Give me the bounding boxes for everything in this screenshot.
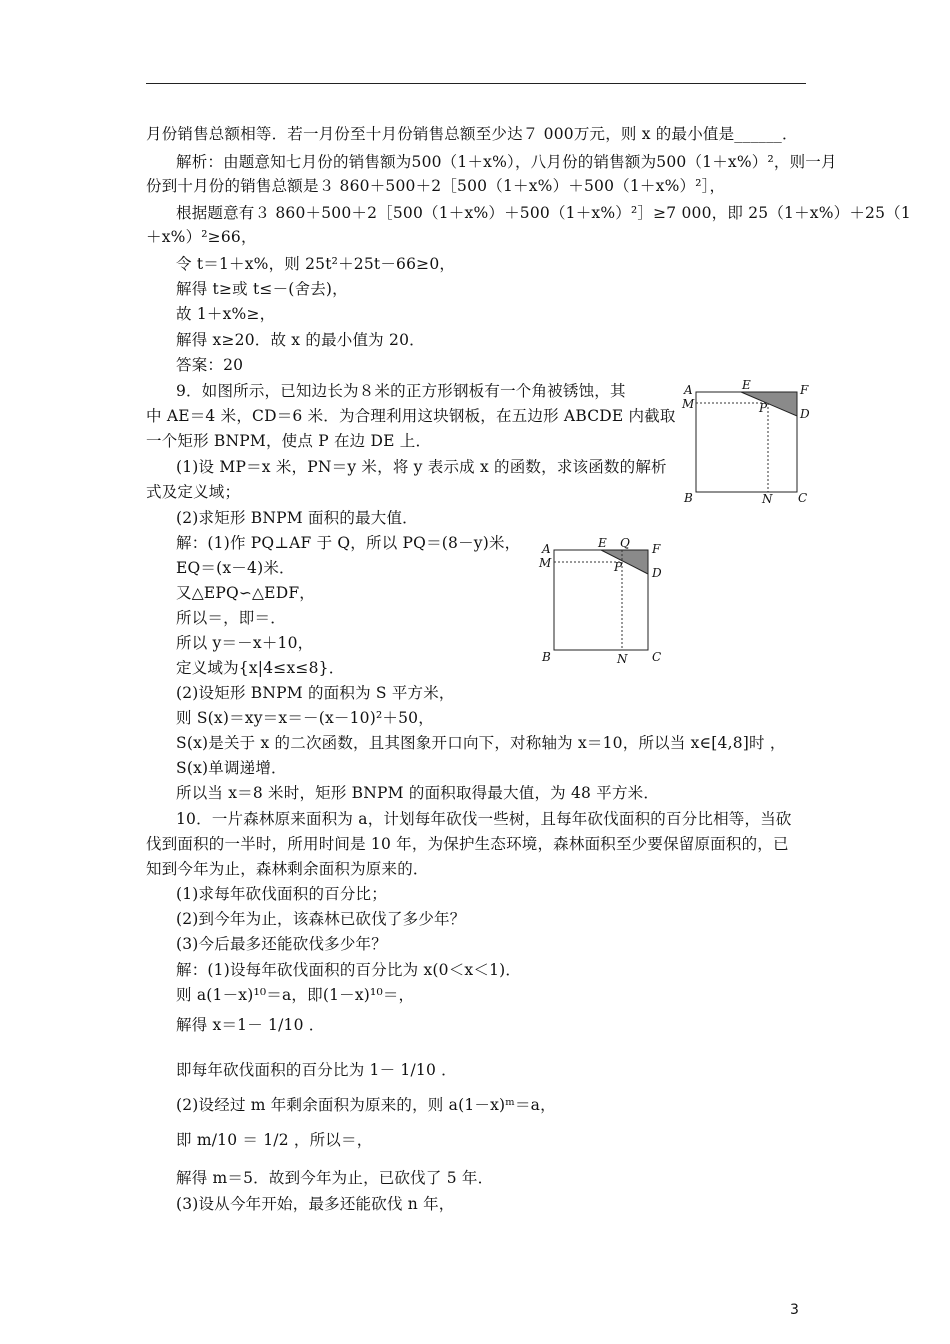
label-q: Q	[620, 537, 630, 550]
text-line: (2)求矩形 BNPM 面积的最大值．	[176, 509, 418, 527]
text-line: (3)设从今年开始，最多还能砍伐 n 年，	[176, 1195, 455, 1213]
label-b: B	[542, 650, 551, 664]
label-d: D	[652, 566, 662, 580]
text-line: 解得 t≥或 t≤－(舍去)，	[176, 280, 348, 298]
text-line: 又△EPQ∽△EDF，	[176, 584, 315, 602]
text-line: 伐到面积的一半时，所用时间是 10 年，为保护生态环境，森林面积至少要保留原面积的，已	[146, 835, 789, 853]
label-d: D	[800, 407, 810, 421]
figure-square-plate-q	[536, 537, 676, 669]
text-line: (1)求每年砍伐面积的百分比；	[176, 885, 387, 903]
label-n: N	[617, 652, 628, 666]
text-line: 根据题意有３ 860＋500＋2［500（1＋x%）＋500（1＋x%）²］≥7 000，即 25（1＋x%）＋25（1	[176, 204, 911, 222]
label-a: A	[684, 383, 693, 397]
rusted-corner	[601, 550, 648, 574]
text-line: 一个矩形 BNPM，使点 P 在边 DE 上．	[146, 432, 432, 450]
text-line: S(x)是关于 x 的二次函数，且其图象开口向下，对称轴为 x＝10，所以当 x∈[4,8]时 ，	[176, 734, 786, 752]
text-line: 即 m/10 ＝ 1/2 ，所以＝，	[176, 1131, 373, 1149]
text-line: 故 1＋x%≥，	[176, 305, 276, 323]
text-line: (3)今后最多还能砍伐多少年？	[176, 935, 387, 953]
text-line: (1)设 MP＝x 米，PN＝y 米，将 y 表示成 x 的函数，求该函数的解析	[176, 458, 667, 476]
label-a: A	[542, 542, 551, 556]
text-line: 月份销售总额相等．若一月份至十月份销售总额至少达７ 000万元，则 x 的最小值是______．	[146, 125, 798, 143]
label-c: C	[798, 491, 808, 505]
label-n: N	[762, 492, 773, 506]
header-rule	[146, 83, 806, 84]
text-line: 解：(1)作 PQ⊥AF 于 Q，所以 PQ＝(8－y)米，	[176, 534, 521, 552]
text-line: 知到今年为止，森林剩余面积为原来的．	[146, 860, 429, 878]
label-m: M	[539, 556, 552, 570]
text-line: 定义域为{x|4≤x≤8}．	[176, 659, 345, 677]
rusted-corner	[741, 392, 797, 416]
label-e: E	[742, 378, 751, 392]
text-line: 解析：由题意知七月份的销售额为500（1＋x%），八月份的销售额为500（1＋x%）²，则一月	[176, 153, 837, 171]
text-line: 解得 x≥20．故 x 的最小值为 20．	[176, 331, 425, 349]
text-line: 则 S(x)＝xy＝x＝－(x－10)²＋50，	[176, 709, 434, 727]
figure-square-plate	[676, 378, 816, 510]
text-line: 则 a(1－x)¹⁰＝a，即(1－x)¹⁰＝，	[176, 986, 415, 1004]
text-line: (2)设矩形 BNPM 的面积为 S 平方米，	[176, 684, 455, 702]
text-line: 9．如图所示，已知边长为８米的正方形钢板有一个角被锈蚀，其	[176, 382, 626, 400]
text-line: 即每年砍伐面积的百分比为 1－ 1/10 ．	[176, 1061, 457, 1079]
label-c: C	[652, 650, 662, 664]
text-line: 中 AE＝4 米，CD＝6 米．为合理利用这块钢板，在五边形 ABCDE 内截取	[146, 407, 676, 425]
text-line: EQ＝(x－4)米．	[176, 559, 295, 577]
text-line: S(x)单调递增．	[176, 759, 287, 777]
text-line: 令 t＝1＋x%，则 25t²＋25t－66≥0，	[176, 255, 456, 273]
text-line: 式及定义域；	[146, 483, 241, 501]
text-line: 所以 y＝－x＋10，	[176, 634, 314, 652]
label-b: B	[684, 491, 693, 505]
text-line: 10．一片森林原来面积为 a，计划每年砍伐一些树，且每年砍伐面积的百分比相等，当砍	[176, 810, 792, 828]
text-line: 所以＝，即＝．	[176, 609, 286, 627]
text-line: 答案：20	[176, 356, 244, 374]
page-number: 3	[790, 1302, 799, 1318]
text-line: 份到十月份的销售总额是３ 860＋500＋2［500（1＋x%）＋500（1＋x%）²］，	[146, 177, 726, 195]
label-p: P	[759, 401, 768, 415]
label-p: P	[614, 560, 623, 574]
text-line: ＋x%）²≥66，	[146, 228, 257, 246]
text-line: 解得 m＝5．故到今年为止，已砍伐了 5 年．	[176, 1169, 494, 1187]
text-line: 解：(1)设每年砍伐面积的百分比为 x(0＜x＜1)．	[176, 961, 522, 979]
text-line: (2)到今年为止，该森林已砍伐了多少年？	[176, 910, 466, 928]
label-f: F	[652, 542, 661, 556]
text-line: 解得 x＝1－ 1/10 ．	[176, 1016, 325, 1034]
label-m: M	[682, 397, 695, 411]
label-e: E	[598, 537, 607, 550]
text-line: (2)设经过 m 年剩余面积为原来的，则 a(1－x)ᵐ＝a，	[176, 1096, 556, 1114]
label-f: F	[800, 383, 809, 397]
text-line: 所以当 x＝8 米时，矩形 BNPM 的面积取得最大值，为 48 平方米．	[176, 784, 660, 802]
